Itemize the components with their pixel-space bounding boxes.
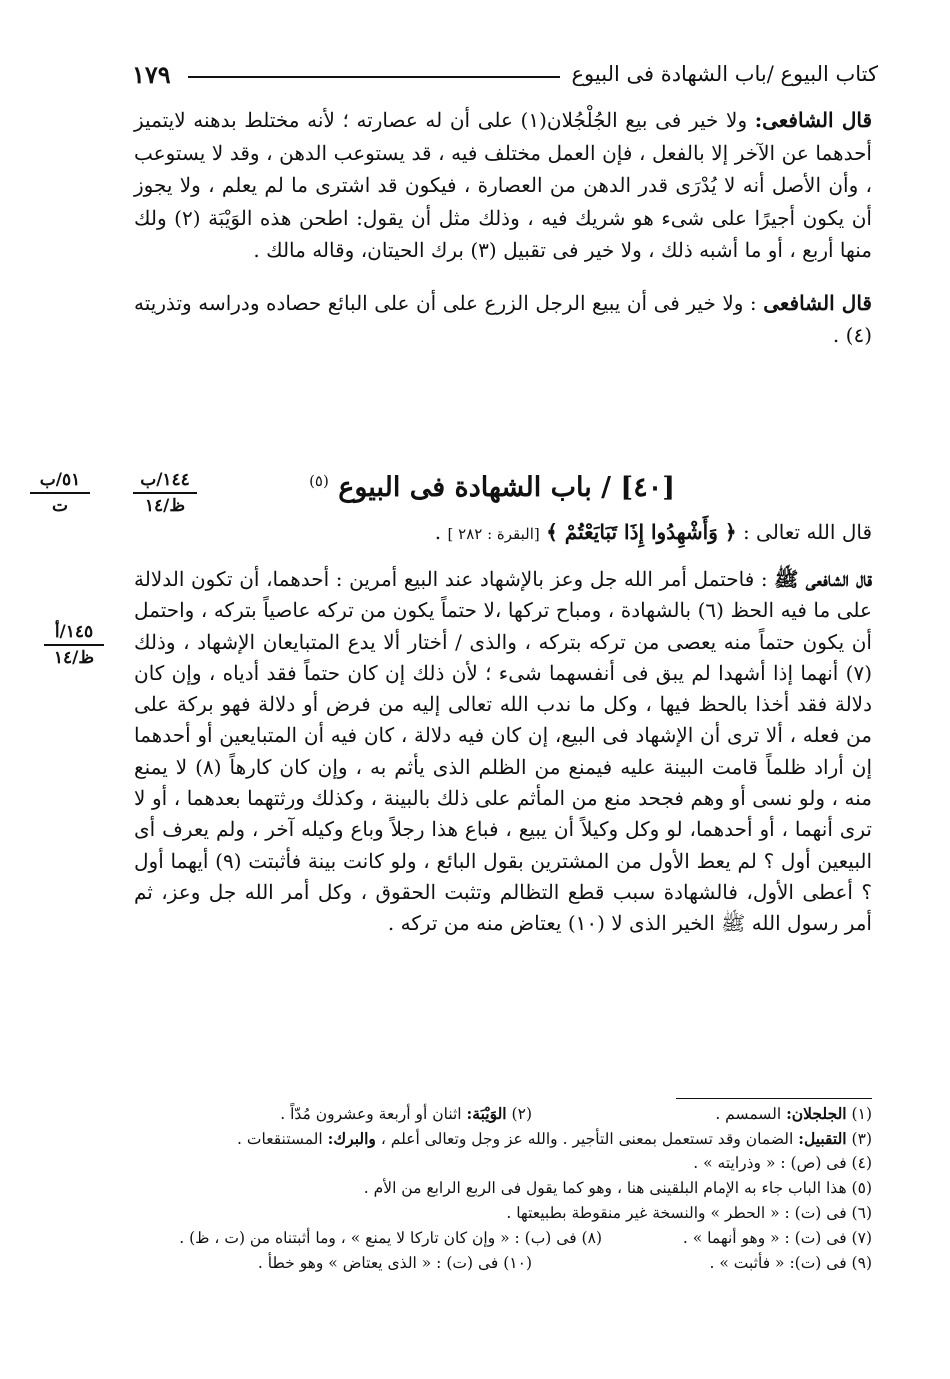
footnote: (١) الجلجلان: السمسم . [715, 1104, 872, 1123]
margin-ref [44, 622, 104, 668]
paragraph-juljulan [134, 104, 872, 267]
running-header-title: كتاب البيوع /باب الشهادة فى البيوع [571, 62, 878, 86]
margin-ref [30, 470, 90, 516]
paragraph-harvest [134, 287, 872, 352]
speaker-label: قال الشافعى: [754, 108, 872, 132]
footnote: (٦) فى (ت) : « الحطر » والنسخة غير منقوطة بطبيعتها . [506, 1204, 872, 1222]
margin-ref-folio: ٥١/ب [39, 470, 81, 490]
footnote: (١٠) فى (ت) : « الذى يعتاض » وهو خطأ . [257, 1254, 532, 1272]
opening-paragraphs [134, 104, 872, 352]
chapter-title: [٤٠] / باب الشهادة فى البيوع [338, 472, 675, 503]
quran-verse: ﴿ وَأَشْهِدُوا إِذَا تَبَايَعْتُمْ ﴾ [546, 520, 737, 544]
quran-citation [435, 520, 872, 544]
speaker-label: قال الشافعى [763, 290, 872, 315]
quran-intro: قال الله تعالى : [742, 520, 872, 544]
footnote: (٥) هذا الباب جاء به الإمام البلقينى هنا ، وهو كما يقول فى الربع الرابع من الأم . [363, 1179, 872, 1197]
main-paragraph-block [134, 564, 872, 940]
chapter-heading [309, 472, 675, 503]
footnote: (٤) فى (ص) : « وذرايته » . [693, 1154, 872, 1172]
footnote-rule [676, 1098, 872, 1099]
paragraph-text: ولا خير فى بيع الجُلْجُلان(١) على أن له عصارته ؛ لأنه مختلط بدهنه لايتميز أحدهما عن الآخر إلا بالفعل ، فإن العمل مختلف فيه ، قد يستوعب الدهن ، وقد لا يستوعب ، وأن الأصل أنه لا يُدْرَى قدر الدهن من العصارة ، فيكون قد اشترى ما لم يعلم ، ولا يجوز أن يكون أجيرًا على شىء هو شريك فيه ، وذلك مثل أن يقول: اطحن هذه الوَيْبَة (٢) ولك منها أربع ، أو ما أشبه ذلك ، ولا خير فى تقبيل (٣) برك الحيتان، وقاله مالك . [134, 108, 872, 262]
footnote: (٢) الوَيْبَة: اثنان أو أربعة وعشرون مُدّاً . [280, 1104, 532, 1123]
footnote: (٩) فى (ت): « فأثبت » . [709, 1254, 872, 1272]
quran-reference: [البقرة : ٢٨٢ ] [447, 525, 540, 543]
margin-ref-ms: ت [51, 496, 68, 516]
margin-ref-folio: ١٤٥/أ [54, 622, 94, 642]
paragraph-text: : فاحتمل أمر الله جل وعز بالإشهاد عند البيع أمرين : أحدهما، أن تكون الدلالة على ما فيه الحظ (٦) بالشهادة ، ومباح تركها ،لا حتماً يكون من تركه عاصياً بتركه ، واحتمل أن يكون حتماً منه يعصى من تركه بتركه ، والذى / أختار ألا يدع المتبايعان الإشهاد ، وذلك (٧) أنهما إذا أشهدا لم يبق فى أنفسهما شىء ؛ لأن ذلك إن كان حتماً فقد أدياه ، وإن كان دلالة فقد أخذا بالحظ فيها ، وكل ما ندب الله تعالى إليه من فرض أو دلالة فهو بركة على من فعله ، ألا ترى أن الإشهاد فى البيع، إن كان فيه دلالة ، كان فيه أن المتبايعين أو أحدهما إن أراد ظلماً قامت البينة عليه فيمنع من الظلم الذى يأثم به ، وإن كان كارهاً (٨) لا يمنع منه ، ولو نسى أو وهم فجحد منع من المأثم على ذلك بالبينة ، وكذلك ورثتهما بعدهما ، أو لا ترى أنهما ، أو أحدهما، لو وكل وكيلاً أن يبيع ، فباع هذا رجلاً وباع وكيله آخر ، ولم يعرف أى البيعين أول ؟ لم يعط الأول من المشترين بقول البائع ، ولو كانت بينة فأثبتت (٩) أيهما أول ؟ أعطى الأول، فالشهادة سبب قطع التظالم وتثبت الحقوق ، وكل أمر الله جل وعز، ثم أمر رسول الله ﷺ الخير الذى لا (١٠) يعتاض منه من تركه . [134, 567, 873, 936]
footnote-mark: (٥) [309, 472, 329, 490]
footnote: (٨) فى (ب) : « وإن كان تاركا لا يمنع » ، وما أثبتناه من (ت ، ظ) . [179, 1229, 602, 1247]
margin-ref [133, 470, 197, 516]
paragraph-text: : ولا خير فى أن يبيع الرجل الزرع على أن على البائع حصاده ودراسه وتذريته (٤) . [134, 290, 872, 347]
header-rule [188, 76, 560, 78]
quran-end: . [434, 520, 448, 544]
speaker-label: قال الشافعى ﷺ [774, 567, 872, 591]
margin-ref-ms: ظ/١٤ [53, 648, 95, 668]
paragraph-witnessing [134, 564, 872, 940]
margin-ref-ms: ظ/١٤ [144, 496, 186, 516]
footnote: (٣) التقبيل: الضمان وقد تستعمل بمعنى التأجير . والله عز وجل وتعالى أعلم ، والبرك: المستنقعات . [237, 1129, 872, 1148]
footnote: (٧) فى (ت) : « وهو أنهما » . [682, 1229, 872, 1247]
page-number: ١٧٩ [132, 60, 171, 89]
margin-ref-folio: ١٤٤/ب [140, 470, 190, 490]
